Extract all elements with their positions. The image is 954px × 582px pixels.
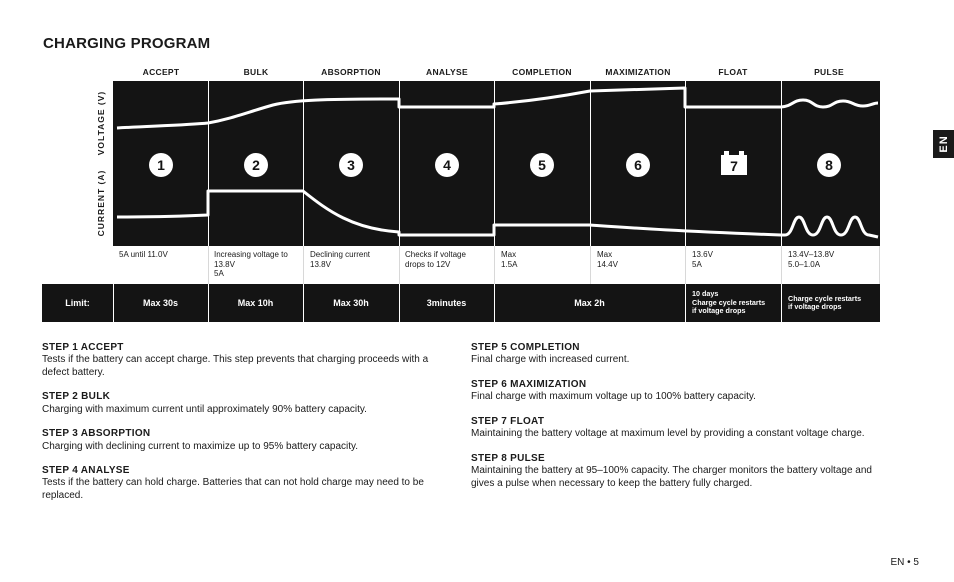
current-axis-label: CURRENT (A) xyxy=(96,169,106,237)
phase-desc-completion: Max 1.5A xyxy=(501,250,518,269)
charging-diagram xyxy=(113,81,880,246)
phase-header-float: FLOAT xyxy=(718,67,748,77)
phase-header-bulk: BULK xyxy=(243,67,269,77)
step-4-title: STEP 4 ANALYSE xyxy=(42,465,130,476)
limit-label: Limit: xyxy=(65,298,90,308)
step-number-6: 6 xyxy=(634,157,642,173)
phase-desc-accept: 5A until 11.0V xyxy=(119,250,168,259)
step-number-5: 5 xyxy=(538,157,546,173)
step-number-8: 8 xyxy=(825,157,833,173)
limit-bulk: Max 10h xyxy=(237,298,274,308)
phase-desc-pulse: 13.4V–13.8V 5.0–1.0A xyxy=(788,250,835,269)
step-2-title: STEP 2 BULK xyxy=(42,391,111,402)
step-number-2: 2 xyxy=(252,157,260,173)
phase-header-accept: ACCEPT xyxy=(142,67,180,77)
language-tab-label: EN xyxy=(937,135,950,153)
voltage-axis-label: VOLTAGE (V) xyxy=(96,90,106,156)
step-6-title: STEP 6 MAXIMIZATION xyxy=(471,379,587,390)
limit-absorption: Max 30h xyxy=(333,298,369,308)
step-number-1: 1 xyxy=(157,157,165,173)
phase-header-pulse: PULSE xyxy=(814,67,844,77)
step-4-text: Tests if the battery can hold charge. Batteries that can not hold charge may need to be replaced. xyxy=(42,477,424,501)
page-footer: EN • 5 xyxy=(890,557,919,568)
step-1-title: STEP 1 ACCEPT xyxy=(42,342,124,353)
limit-accept: Max 30s xyxy=(142,298,179,308)
limit-pulse: Charge cycle restarts if voltage drops xyxy=(788,293,862,311)
step-5-text: Final charge with increased current. xyxy=(471,354,630,365)
step-8-text: Maintaining the battery at 95–100% capacity. The charger monitors the battery voltage and gives a pulse when necessary to keep the battery fully charged. xyxy=(471,465,872,489)
phase-desc-maximization: Max 14.4V xyxy=(597,250,618,269)
step-number-7: 7 xyxy=(730,158,738,174)
phase-header-maximization: MAXIMIZATION xyxy=(605,67,671,77)
limit-completion-maximization: Max 2h xyxy=(574,298,605,308)
phase-header-completion: COMPLETION xyxy=(512,67,572,77)
language-tab xyxy=(933,130,954,158)
step-5-title: STEP 5 COMPLETION xyxy=(471,342,580,353)
phase-desc-absorption: Declining current 13.8V xyxy=(310,250,371,269)
limit-float: 10 days Charge cycle restarts if voltage drops xyxy=(692,289,766,316)
step-number-3: 3 xyxy=(347,157,355,173)
limit-analyse: 3minutes xyxy=(426,298,467,308)
step-3-text: Charging with declining current to maximize up to 95% battery capacity. xyxy=(42,441,359,452)
phase-desc-bulk: Increasing voltage to 13.8V 5A xyxy=(214,250,288,279)
step-7-title: STEP 7 FLOAT xyxy=(471,416,545,427)
step-7-text: Maintaining the battery voltage at maximum level by providing a constant voltage charge. xyxy=(471,428,865,439)
phase-header-absorption: ABSORPTION xyxy=(321,67,381,77)
phase-header-analyse: ANALYSE xyxy=(426,67,468,77)
step-6-text: Final charge with maximum voltage up to 100% battery capacity. xyxy=(471,391,756,402)
page-title: CHARGING PROGRAM xyxy=(43,35,211,52)
step-1-text: Tests if the battery can accept charge. This step prevents that charging proceeds with a defect battery. xyxy=(42,354,429,378)
phase-desc-float: 13.6V 5A xyxy=(692,250,713,269)
step-2-text: Charging with maximum current until approximately 90% battery capacity. xyxy=(42,404,367,415)
phase-desc-analyse: Checks if voltage drops to 12V xyxy=(405,250,466,269)
step-number-4: 4 xyxy=(443,157,451,173)
step-3-title: STEP 3 ABSORPTION xyxy=(42,428,151,439)
step-8-title: STEP 8 PULSE xyxy=(471,453,545,464)
